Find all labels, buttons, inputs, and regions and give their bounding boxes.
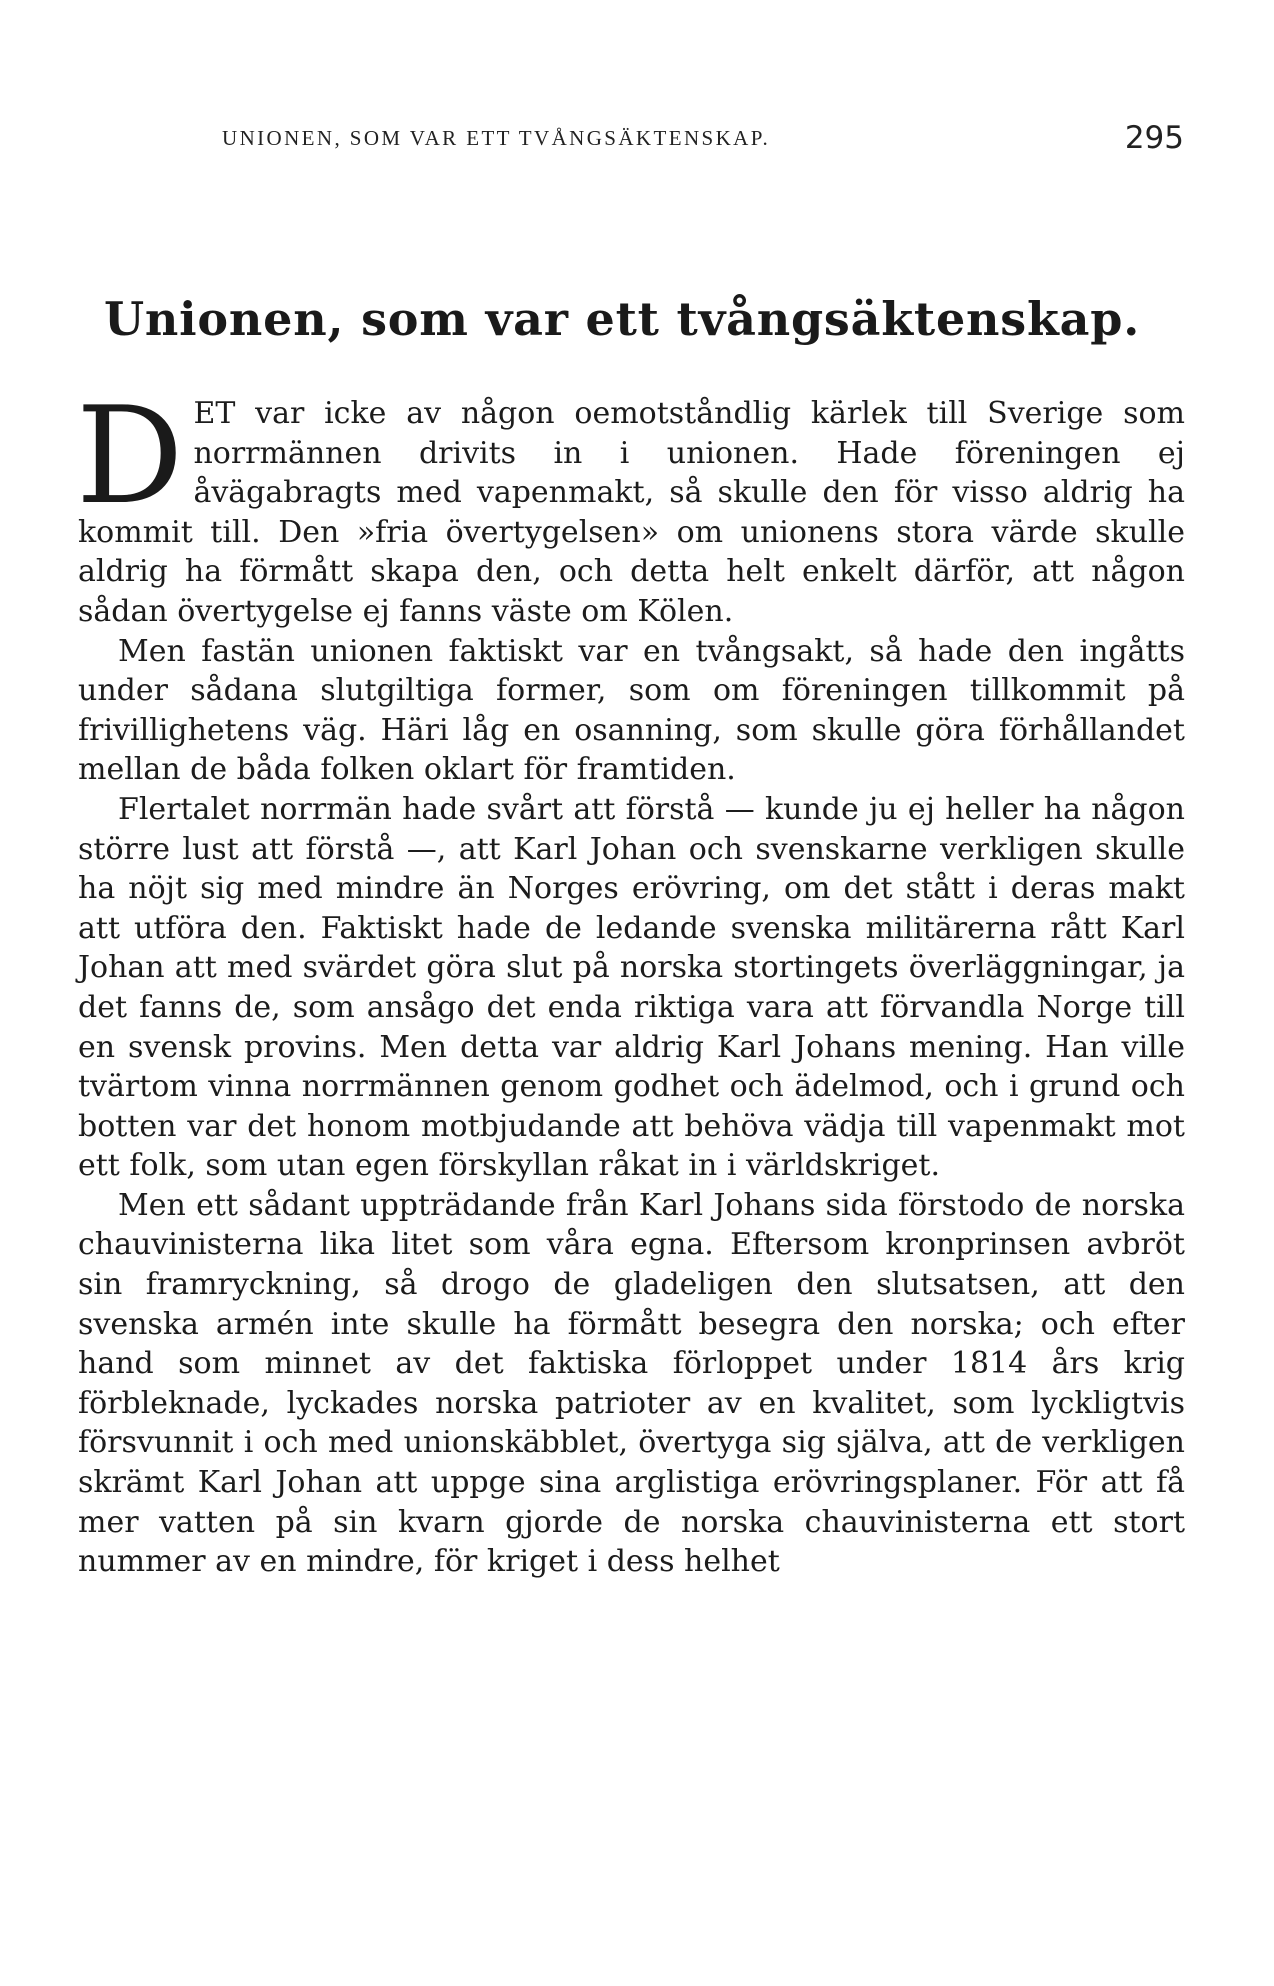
page-number: 295 (1124, 120, 1184, 156)
drop-cap: D (76, 378, 184, 534)
paragraph-4: Men ett sådant uppträdande från Karl Johans sida förstodo de norska chauvinisterna lika litet som våra egna. Eftersom kronprinsen avbröt sin framryckning, så drogo de gladeligen den slutsatsen, att den svenska armén inte skulle ha förmått besegra den norska; och efter hand som minnet av det faktiska förloppet under 1814 års krig förbleknade, lyckades norska patrioter av en kvalitet, som lyckligtvis försvunnit i och med unionskäbblet, övertyga sig själva, att de verkligen skrämt Karl Johan att uppge sina arglistiga erövringsplaner. För att få mer vatten på sin kvarn gjorde de norska chauvinisterna ett stort nummer av en mindre, för kriget i dess helhet (78, 1187, 1185, 1580)
paragraph-2: Men fastän unionen faktiskt var en tvångsakt, så hade den ingåtts under sådana slutgiltiga former, som om föreningen tillkommit på frivillighetens väg. Häri låg en osanning, som skulle göra förhållandet mellan de båda folken oklart för framtiden. (78, 633, 1185, 788)
body-text (76, 378, 1185, 1582)
paragraph-3: Flertalet norrmän hade svårt att förstå — kunde ju ej heller ha någon större lust att förstå —, att Karl Johan och svenskarne verkligen skulle ha nöjt sig med mindre än Norges erövring, om det stått i deras makt att utföra den. Faktiskt hade de ledande svenska militärerna rått Karl Johan att med svärdet göra slut på norska stortingets överläggningar, ja det fanns de, som ansågo det enda riktiga vara att förvandla Norge till en svensk provins. Men detta var aldrig Karl Johans mening. Han ville tvärtom vinna norrmännen genom godhet och ädelmod, och i grund och botten var det honom motbjudande att behöva vädja till vapenmakt mot ett folk, som utan egen förskyllan råkat in i världskriget. (78, 791, 1185, 1184)
chapter-title: Unionen, som var ett tvångsäktenskap. (104, 292, 1141, 346)
paragraph-1-text: ET var icke av någon oemotståndlig kärlek till Sverige som norrmännen drivits in i unionen. Hade föreningen ej åvägabragts med vapenmakt, så skulle den för visso aldrig ha kommit till. Den »fria övertygelsen» om unionens stora värde skulle aldrig ha förmått skapa den, och detta helt enkelt därför, att någon sådan övertygelse ej fanns väste om Kölen. (78, 396, 1185, 629)
running-head-title: UNIONEN, SOM VAR ETT TVÅNGSÄKTENSKAP. (222, 126, 771, 150)
running-head (222, 120, 1184, 160)
paragraph-1 (76, 378, 1185, 632)
